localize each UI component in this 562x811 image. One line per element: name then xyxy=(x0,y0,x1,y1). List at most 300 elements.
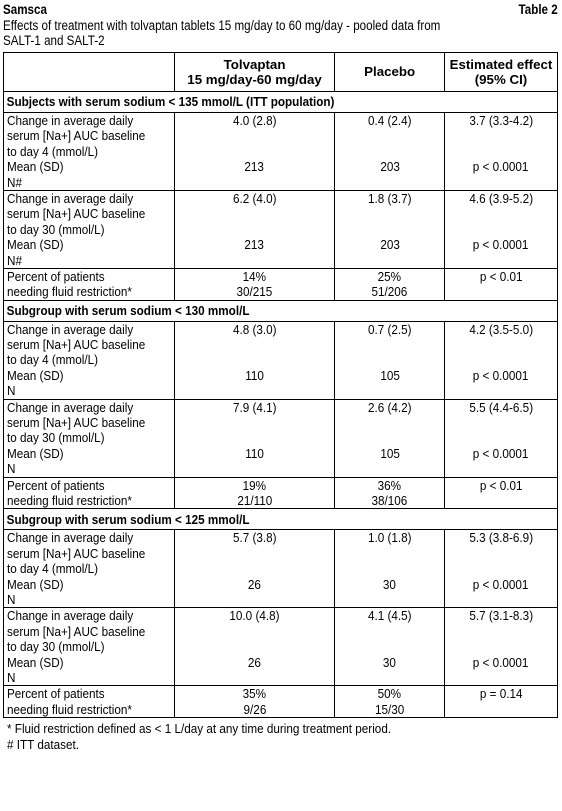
cell-text: 4.8 (3.0) xyxy=(232,321,277,337)
cell-text: to day 4 (mmol/L) xyxy=(7,561,99,577)
cell-line xyxy=(4,546,174,561)
cell-text: to day 30 (mmol/L) xyxy=(7,221,105,237)
cell-line xyxy=(335,144,444,159)
cell-line xyxy=(175,639,335,654)
row-label-cell xyxy=(4,113,175,191)
effect-cell xyxy=(444,530,557,608)
cell-line xyxy=(4,577,174,592)
cell-text: 26 xyxy=(248,576,262,592)
header-tolvaptan xyxy=(174,53,335,92)
cell-line xyxy=(4,253,174,268)
cell-line xyxy=(445,624,557,639)
section-header-row xyxy=(4,300,558,321)
cell-line xyxy=(445,253,557,268)
cell-line xyxy=(4,144,174,159)
cell-line xyxy=(445,561,557,576)
cell-line xyxy=(335,222,444,237)
cell-text: 51/206 xyxy=(371,284,408,300)
header-tolvaptan-line2: 15 mg/day-60 mg/day xyxy=(187,72,322,87)
table-body xyxy=(4,92,558,718)
cell-text: 4.0 (2.8) xyxy=(232,113,277,128)
cell-text: 5.5 (4.4-6.5) xyxy=(469,399,533,415)
cell-text: 35% xyxy=(242,686,267,702)
cell-line xyxy=(4,191,174,206)
cell-line xyxy=(445,368,557,383)
cell-line xyxy=(335,670,444,685)
cell-line xyxy=(4,175,174,190)
placebo-cell xyxy=(335,530,445,608)
section-title-text: Subgroup with serum sodium < 130 mmol/L xyxy=(6,302,250,318)
cell-line xyxy=(4,113,174,128)
effect-cell xyxy=(444,190,557,268)
cell-line xyxy=(445,383,557,398)
cell-line xyxy=(175,269,335,284)
section-title xyxy=(4,509,558,530)
cell-text: 30/215 xyxy=(236,284,273,300)
table-row xyxy=(4,190,558,268)
cell-text: to day 30 (mmol/L) xyxy=(7,639,105,655)
cell-line xyxy=(335,337,444,352)
cell-line xyxy=(335,253,444,268)
cell-text: 5.7 (3.8) xyxy=(232,530,277,546)
cell-line xyxy=(175,128,335,143)
cell-line xyxy=(175,383,335,398)
cell-line xyxy=(4,237,174,252)
cell-line xyxy=(335,639,444,654)
cell-line xyxy=(175,577,335,592)
cell-line xyxy=(4,530,174,545)
header-row xyxy=(4,53,558,92)
table-row xyxy=(4,399,558,477)
footnote: * Fluid restriction defined as < 1 L/day at any time during treatment period. xyxy=(7,721,392,737)
table-row xyxy=(4,321,558,399)
table-heading xyxy=(3,2,558,18)
cell-line xyxy=(4,655,174,670)
cell-text: needing fluid restriction* xyxy=(7,701,132,717)
cell-line xyxy=(445,430,557,445)
cell-line xyxy=(335,530,444,545)
cell-line xyxy=(335,655,444,670)
cell-line xyxy=(175,561,335,576)
placebo-cell xyxy=(335,608,445,686)
cell-line xyxy=(4,383,174,398)
cell-line xyxy=(175,222,335,237)
cell-text: to day 4 (mmol/L) xyxy=(7,352,99,368)
cell-text: 213 xyxy=(244,237,265,253)
tolvaptan-cell xyxy=(174,399,335,477)
cell-text: 4.2 (3.5-5.0) xyxy=(469,321,533,337)
cell-text: p < 0.0001 xyxy=(473,367,529,383)
cell-line xyxy=(4,624,174,639)
document xyxy=(3,2,558,752)
cell-line xyxy=(4,639,174,654)
cell-line xyxy=(175,191,335,206)
cell-line xyxy=(335,175,444,190)
cell-text: serum [Na+] AUC baseline xyxy=(7,415,146,431)
cell-text: 15/30 xyxy=(374,701,405,717)
cell-line xyxy=(175,608,335,623)
cell-text: Percent of patients xyxy=(7,686,105,702)
cell-text: 3.7 (3.3-4.2) xyxy=(469,113,533,128)
cell-text: 1.0 (1.8) xyxy=(367,530,412,546)
cell-text: 7.9 (4.1) xyxy=(232,399,277,415)
caption-line-2: SALT-1 and SALT-2 xyxy=(3,33,105,48)
cell-line xyxy=(175,237,335,252)
cell-text: N xyxy=(7,461,16,477)
cell-text: p = 0.14 xyxy=(479,686,523,702)
cell-line xyxy=(335,368,444,383)
cell-line xyxy=(175,322,335,337)
cell-text: 105 xyxy=(379,445,400,461)
cell-text: Change in average daily xyxy=(7,321,134,337)
cell-text: serum [Na+] AUC baseline xyxy=(7,206,146,222)
cell-line xyxy=(335,128,444,143)
footnotes xyxy=(3,721,558,752)
cell-line xyxy=(4,269,174,284)
cell-line xyxy=(335,400,444,415)
footnote: # ITT dataset. xyxy=(7,736,79,752)
cell-line xyxy=(335,269,444,284)
effect-cell xyxy=(444,268,557,300)
cell-line xyxy=(335,577,444,592)
cell-line xyxy=(4,128,174,143)
caption-line-1: Effects of treatment with tolvaptan tablets 15 mg/day to 60 mg/day - pooled data from xyxy=(3,18,441,33)
cell-line xyxy=(445,608,557,623)
cell-line xyxy=(4,284,174,299)
cell-line xyxy=(335,206,444,221)
cell-text: 9/26 xyxy=(243,701,266,717)
cell-line xyxy=(4,368,174,383)
row-label-cell xyxy=(4,477,175,509)
cell-text: p < 0.01 xyxy=(479,268,523,284)
cell-line xyxy=(175,624,335,639)
cell-line xyxy=(335,702,444,717)
cell-line xyxy=(175,113,335,128)
cell-line xyxy=(445,144,557,159)
cell-text: p < 0.0001 xyxy=(473,237,529,253)
cell-line xyxy=(445,446,557,461)
cell-line xyxy=(445,269,557,284)
tolvaptan-cell xyxy=(174,477,335,509)
row-label-cell xyxy=(4,190,175,268)
cell-line xyxy=(445,352,557,367)
row-label-cell xyxy=(4,321,175,399)
cell-text: 38/106 xyxy=(371,492,408,508)
cell-text: 36% xyxy=(377,477,402,493)
cell-line xyxy=(175,368,335,383)
cell-text: 110 xyxy=(245,445,264,461)
cell-text: p < 0.01 xyxy=(479,477,523,493)
cell-line xyxy=(4,206,174,221)
cell-text: N# xyxy=(7,252,22,268)
cell-line xyxy=(445,577,557,592)
cell-text: Change in average daily xyxy=(7,530,134,546)
effect-cell xyxy=(444,321,557,399)
results-table xyxy=(3,52,558,718)
header-empty-cell xyxy=(4,53,175,92)
cell-text: Mean (SD) xyxy=(7,237,64,253)
cell-line xyxy=(445,237,557,252)
effect-cell xyxy=(444,686,557,718)
cell-line xyxy=(445,655,557,670)
cell-line xyxy=(335,159,444,174)
effect-cell xyxy=(444,608,557,686)
cell-line xyxy=(445,478,557,493)
cell-line xyxy=(4,702,174,717)
cell-text: 0.7 (2.5) xyxy=(367,321,412,337)
header-effect xyxy=(444,53,557,92)
table-row xyxy=(4,268,558,300)
cell-text: serum [Na+] AUC baseline xyxy=(7,545,146,561)
cell-line xyxy=(335,686,444,701)
cell-text: Percent of patients xyxy=(7,268,105,284)
cell-line xyxy=(335,546,444,561)
cell-line xyxy=(335,478,444,493)
row-label-cell xyxy=(4,686,175,718)
cell-line xyxy=(445,400,557,415)
cell-text: needing fluid restriction* xyxy=(7,284,132,300)
cell-line xyxy=(445,128,557,143)
cell-text: p < 0.0001 xyxy=(473,159,529,175)
row-label-cell xyxy=(4,268,175,300)
cell-text: 21/110 xyxy=(237,492,273,508)
drug-name: Samsca xyxy=(3,2,47,17)
cell-line xyxy=(335,592,444,607)
cell-line xyxy=(175,530,335,545)
cell-line xyxy=(175,702,335,717)
table-row xyxy=(4,608,558,686)
tolvaptan-cell xyxy=(174,268,335,300)
effect-cell xyxy=(444,113,557,191)
table-row xyxy=(4,686,558,718)
cell-line xyxy=(445,159,557,174)
cell-text: to day 30 (mmol/L) xyxy=(7,430,105,446)
cell-text: 105 xyxy=(379,367,400,383)
placebo-cell xyxy=(335,113,445,191)
cell-line xyxy=(4,670,174,685)
cell-text: 30 xyxy=(383,654,397,670)
cell-text: p < 0.0001 xyxy=(473,445,529,461)
cell-line xyxy=(4,430,174,445)
cell-line xyxy=(445,191,557,206)
cell-text: N xyxy=(7,669,16,685)
header-placebo-label: Placebo xyxy=(364,64,416,80)
cell-text: 5.3 (3.8-6.9) xyxy=(469,530,533,546)
cell-line xyxy=(445,461,557,476)
effect-cell xyxy=(444,399,557,477)
cell-text: 4.1 (4.5) xyxy=(367,608,412,624)
placebo-cell xyxy=(335,321,445,399)
header-effect-line1: Estimated effect xyxy=(449,56,553,72)
cell-line xyxy=(335,624,444,639)
cell-line xyxy=(4,415,174,430)
cell-line xyxy=(4,446,174,461)
cell-line xyxy=(4,322,174,337)
cell-line xyxy=(4,337,174,352)
cell-line xyxy=(175,352,335,367)
cell-line xyxy=(175,175,335,190)
cell-line xyxy=(445,175,557,190)
cell-text: N xyxy=(7,383,16,399)
cell-line xyxy=(175,159,335,174)
cell-line xyxy=(175,284,335,299)
section-title xyxy=(4,300,558,321)
row-label-cell xyxy=(4,530,175,608)
cell-line xyxy=(4,608,174,623)
cell-line xyxy=(175,592,335,607)
cell-line xyxy=(445,206,557,221)
section-title-text: Subjects with serum sodium < 135 mmol/L (ITT population) xyxy=(6,94,335,110)
cell-text: 4.6 (3.9-5.2) xyxy=(469,190,533,206)
cell-text: 203 xyxy=(379,237,400,253)
cell-text: 213 xyxy=(244,159,265,175)
cell-text: 110 xyxy=(245,367,264,383)
cell-text: serum [Na+] AUC baseline xyxy=(7,337,146,353)
cell-text: serum [Na+] AUC baseline xyxy=(7,128,146,144)
cell-line xyxy=(4,352,174,367)
cell-line xyxy=(335,415,444,430)
cell-text: 50% xyxy=(377,686,402,702)
cell-line xyxy=(445,670,557,685)
cell-line xyxy=(335,461,444,476)
placebo-cell xyxy=(335,399,445,477)
cell-text: p < 0.0001 xyxy=(473,654,529,670)
cell-line xyxy=(4,592,174,607)
section-header-row xyxy=(4,509,558,530)
cell-line xyxy=(445,284,557,299)
cell-text: 26 xyxy=(248,654,262,670)
cell-line xyxy=(4,478,174,493)
placebo-cell xyxy=(335,268,445,300)
placebo-cell xyxy=(335,190,445,268)
cell-text: to day 4 (mmol/L) xyxy=(7,143,99,159)
tolvaptan-cell xyxy=(174,113,335,191)
cell-line xyxy=(175,686,335,701)
cell-text: 14% xyxy=(242,268,267,284)
cell-text: Change in average daily xyxy=(7,113,134,128)
cell-line xyxy=(335,284,444,299)
cell-text: N# xyxy=(7,174,22,190)
row-label-cell xyxy=(4,608,175,686)
cell-line xyxy=(445,493,557,508)
tolvaptan-cell xyxy=(174,686,335,718)
cell-line xyxy=(335,352,444,367)
cell-text: 2.6 (4.2) xyxy=(367,399,412,415)
cell-text: 6.2 (4.0) xyxy=(232,190,277,206)
cell-line xyxy=(335,237,444,252)
cell-line xyxy=(335,113,444,128)
cell-text: serum [Na+] AUC baseline xyxy=(7,623,146,639)
cell-text: needing fluid restriction* xyxy=(7,492,132,508)
header-tolvaptan-line1: Tolvaptan xyxy=(223,56,286,72)
cell-line xyxy=(335,493,444,508)
cell-text: Mean (SD) xyxy=(7,367,64,383)
cell-text: Mean (SD) xyxy=(7,576,64,592)
table-row xyxy=(4,530,558,608)
cell-line xyxy=(175,655,335,670)
cell-line xyxy=(445,639,557,654)
effect-cell xyxy=(444,477,557,509)
cell-line xyxy=(175,430,335,445)
cell-text: 10.0 (4.8) xyxy=(229,608,280,624)
cell-line xyxy=(175,493,335,508)
table-number: Table 2 xyxy=(518,2,558,17)
cell-text: 30 xyxy=(383,576,397,592)
cell-text: 203 xyxy=(379,159,400,175)
cell-line xyxy=(175,478,335,493)
cell-line xyxy=(445,546,557,561)
cell-text: Mean (SD) xyxy=(7,654,64,670)
cell-text: Mean (SD) xyxy=(7,445,64,461)
cell-text: 5.7 (3.1-8.3) xyxy=(469,608,533,624)
cell-line xyxy=(4,493,174,508)
cell-text: N xyxy=(7,591,16,607)
cell-text: Change in average daily xyxy=(7,608,134,624)
cell-line xyxy=(175,415,335,430)
section-title xyxy=(4,92,558,113)
cell-line xyxy=(445,415,557,430)
cell-line xyxy=(4,159,174,174)
tolvaptan-cell xyxy=(174,608,335,686)
section-title-text: Subgroup with serum sodium < 125 mmol/L xyxy=(6,511,250,527)
cell-text: 1.8 (3.7) xyxy=(367,190,412,206)
tolvaptan-cell xyxy=(174,321,335,399)
cell-line xyxy=(335,383,444,398)
cell-line xyxy=(445,592,557,607)
cell-line xyxy=(335,322,444,337)
cell-line xyxy=(445,686,557,701)
table-row xyxy=(4,477,558,509)
cell-line xyxy=(175,546,335,561)
cell-line xyxy=(335,446,444,461)
cell-line xyxy=(335,191,444,206)
cell-line xyxy=(175,670,335,685)
cell-line xyxy=(175,400,335,415)
cell-line xyxy=(445,222,557,237)
row-label-cell xyxy=(4,399,175,477)
cell-line xyxy=(4,400,174,415)
cell-line xyxy=(175,144,335,159)
placebo-cell xyxy=(335,686,445,718)
tolvaptan-cell xyxy=(174,190,335,268)
cell-text: Change in average daily xyxy=(7,399,134,415)
cell-line xyxy=(4,686,174,701)
cell-line xyxy=(445,337,557,352)
cell-text: 19% xyxy=(242,477,267,493)
cell-line xyxy=(175,253,335,268)
tolvaptan-cell xyxy=(174,530,335,608)
cell-text: Change in average daily xyxy=(7,190,134,206)
cell-line xyxy=(445,322,557,337)
cell-line xyxy=(4,561,174,576)
placebo-cell xyxy=(335,477,445,509)
cell-line xyxy=(4,222,174,237)
cell-line xyxy=(175,206,335,221)
cell-line xyxy=(445,113,557,128)
cell-line xyxy=(335,561,444,576)
header-placebo xyxy=(335,53,445,92)
cell-text: Mean (SD) xyxy=(7,159,64,175)
cell-line xyxy=(4,461,174,476)
cell-line xyxy=(445,702,557,717)
cell-line xyxy=(175,446,335,461)
header-effect-line2: (95% CI) xyxy=(474,72,528,87)
cell-text: p < 0.0001 xyxy=(473,576,529,592)
cell-line xyxy=(335,430,444,445)
cell-line xyxy=(335,608,444,623)
cell-line xyxy=(175,461,335,476)
cell-line xyxy=(445,530,557,545)
